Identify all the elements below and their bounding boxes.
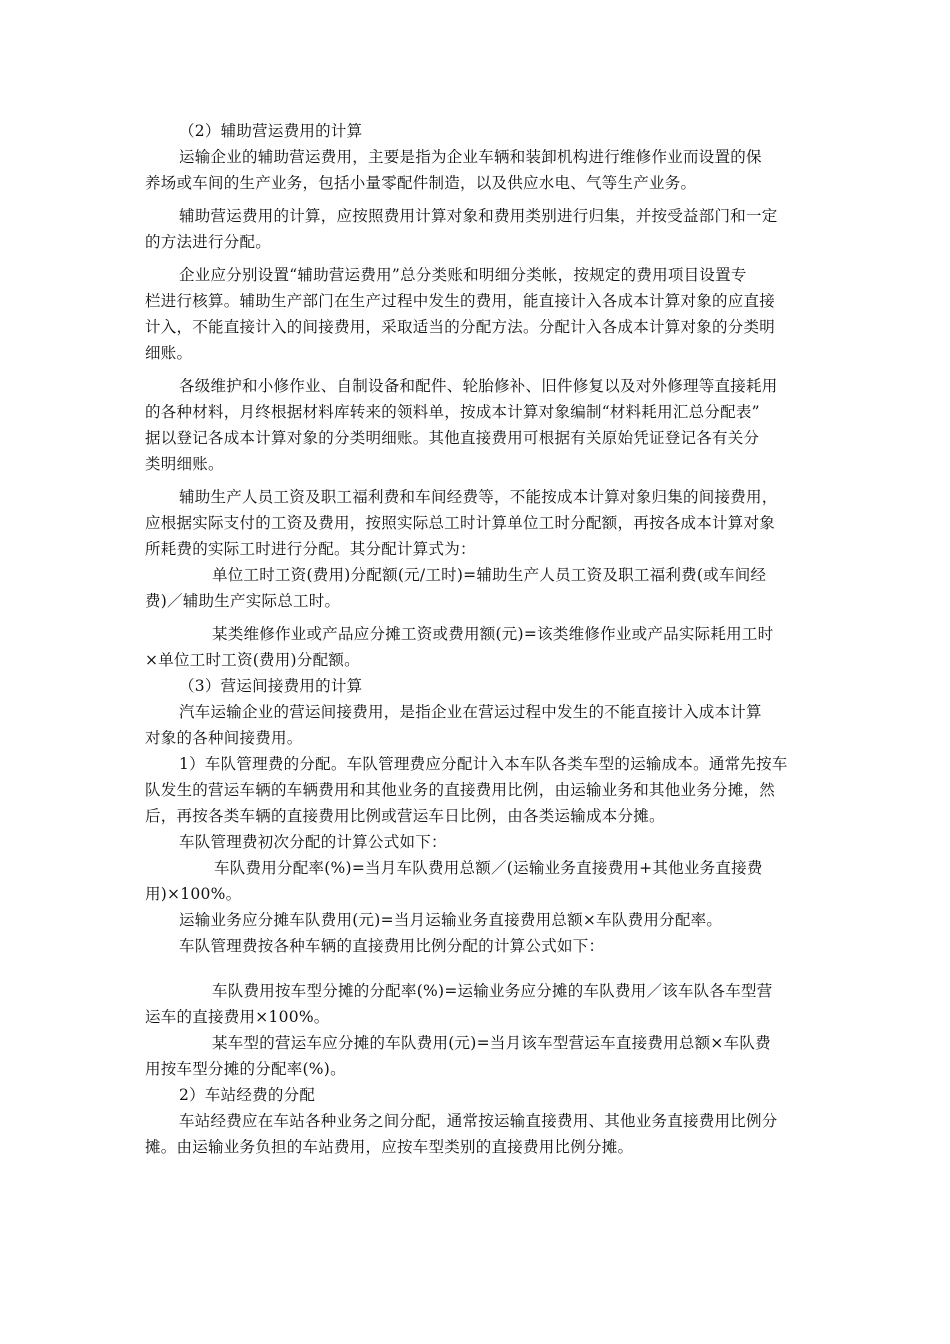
paragraph-line: 车队管理费初次分配的计算公式如下： (179, 833, 447, 851)
section-heading: 2）车站经费的分配 (179, 1086, 316, 1104)
section-heading: （3）营运间接费用的计算 (179, 677, 363, 695)
formula-line: ×单位工时工资(费用)分配额。 (145, 651, 360, 669)
paragraph-line: 摊。由运输业务负担的车站费用，应按车型类别的直接费用比例分摊。 (145, 1138, 634, 1156)
paragraph-line: 应根据实际支付的工资及费用，按照实际总工时计算单位工时分配额，再按各成本计算对象 (145, 514, 776, 532)
paragraph-line: 车队管理费按各种车辆的直接费用比例分配的计算公式如下： (179, 937, 605, 955)
paragraph-line: 后，再按各类车辆的直接费用比例或营运车日比例，由各类运输成本分摊。 (145, 807, 665, 825)
paragraph-line: 企业应分别设置“辅助营运费用”总分类账和明细分类帐，按规定的费用项目设置专 (179, 266, 747, 284)
paragraph-line: 细账。 (145, 344, 193, 362)
paragraph-line: 各级维护和小修作业、自制设备和配件、轮胎修补、旧件修复以及对外修理等直接耗用 (179, 377, 778, 395)
paragraph-line: 车站经费应在车站各种业务之间分配，通常按运输直接费用、其他业务直接费用比例分 (179, 1112, 778, 1130)
section-heading: （2）辅助营运费用的计算 (179, 122, 363, 140)
formula-line: 费)／辅助生产实际总工时。 (145, 592, 341, 610)
paragraph-line: 据以登记各成本计算对象的分类明细账。其他直接费用可根据有关原始凭证登记各有关分 (145, 429, 760, 447)
formula-line: 车队费用按车型分摊的分配率(%)=运输业务应分摊的车队费用／该车队各车型营 (212, 982, 773, 1000)
paragraph-line: 汽车运输企业的营运间接费用，是指企业在营运过程中发生的不能直接计入成本计算 (179, 703, 762, 721)
paragraph-line: 运输企业的辅助营运费用，主要是指为企业车辆和装卸机构进行维修作业而设置的保 (179, 148, 762, 166)
formula-line: 车队费用分配率(%)=当月车队费用总额／(运输业务直接费用+其他业务直接费 (214, 859, 763, 877)
paragraph-line: 的各种材料，月终根据材料库转来的领料单，按成本计算对象编制“材料耗用汇总分配表” (145, 403, 760, 421)
paragraph-line: 辅助生产人员工资及职工福利费和车间经费等，不能按成本计算对象归集的间接费用， (179, 488, 778, 506)
formula-line: 某类维修作业或产品应分摊工资或费用额(元)=该类维修作业或产品实际耗用工时 (212, 625, 774, 643)
paragraph-line: 辅助营运费用的计算，应按照费用计算对象和费用类别进行归集，并按受益部门和一定 (179, 207, 778, 225)
formula-line: 运输业务应分摊车队费用(元)=当月运输业务直接费用总额×车队费用分配率。 (179, 911, 723, 929)
paragraph-line: 对象的各种间接费用。 (145, 729, 303, 747)
formula-line: 用)×100%。 (145, 885, 242, 903)
paragraph-line: 所耗费的实际工时进行分配。其分配计算式为： (145, 540, 476, 558)
formula-line: 某车型的营运车应分摊的车队费用(元)=当月该车型营运车直接费用总额×车队费 (212, 1034, 771, 1052)
paragraph-line: 的方法进行分配。 (145, 233, 272, 251)
formula-line: 单位工时工资(费用)分配额(元/工时)=辅助生产人员工资及职工福利费(或车间经 (212, 566, 767, 584)
paragraph-line: 类明细账。 (145, 455, 224, 473)
paragraph-line: 养场或车间的生产业务，包括小量零配件制造，以及供应水电、气等生产业务。 (145, 174, 697, 192)
formula-line: 运车的直接费用×100%。 (145, 1008, 330, 1026)
paragraph-line: 1）车队管理费的分配。车队管理费应分配计入本车队各类车型的运输成本。通常先按车 (179, 755, 788, 773)
formula-line: 用按车型分摊的分配率(%)。 (145, 1060, 346, 1078)
paragraph-line: 栏进行核算。辅助生产部门在生产过程中发生的费用，能直接计入各成本计算对象的应直接 (145, 292, 776, 310)
paragraph-line: 计入，不能直接计入的间接费用，采取适当的分配方法。分配计入各成本计算对象的分类明 (145, 318, 776, 336)
paragraph-line: 队发生的营运车辆的车辆费用和其他业务的直接费用比例，由运输业务和其他业务分摊，然 (145, 781, 776, 799)
